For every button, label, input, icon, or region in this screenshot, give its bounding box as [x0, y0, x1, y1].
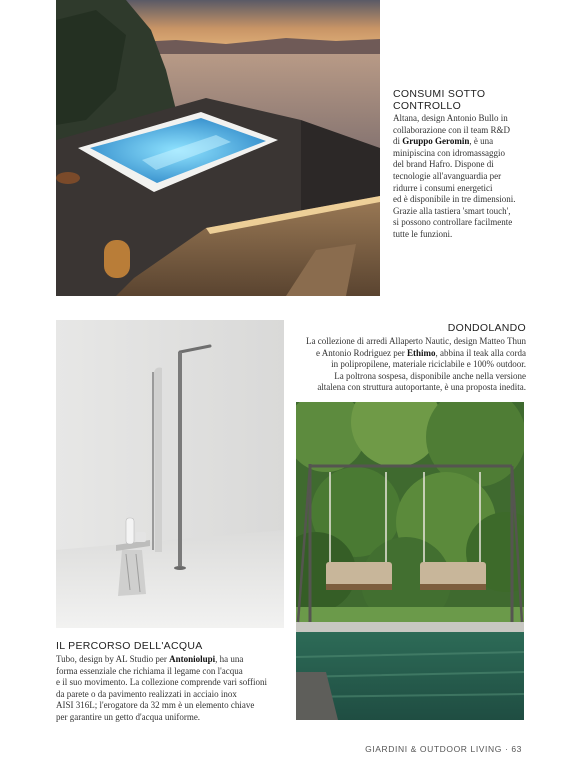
- footer-separator: ·: [504, 744, 509, 754]
- article1-heading: CONSUMI SOTTO CONTROLLO: [393, 88, 486, 112]
- shower-photo: [56, 320, 284, 628]
- page-footer: [365, 744, 522, 754]
- footer-label: GIARDINI & OUTDOOR LIVING: [365, 744, 502, 754]
- article2-heading: DONDOLANDO: [447, 322, 526, 334]
- article1-body: Altana, design Antonio Bullo in collaborazione con il team R&D di Gruppo Geromin, è una minipiscina con idromassaggio del brand Hafro. Dispone di tecnologie all'avanguardia per ridurre i consumi energetici ed è disponibile in tre dimensioni. Grazie alla tastiera 'smart touch', si possono controllare facilmente tutte le funzioni.: [393, 113, 516, 239]
- brand-antoniolupi: Antoniolupi: [169, 654, 216, 664]
- article3-body: Tubo, design by AL Studio per Antoniolupi, ha una forma essenziale che richiama il legame con l'acqua e il suo movimento. La collezione comprende vari soffioni da parete o da pavimento realizzati in acciaio inox AISI 316L; l'erogatore da 32 mm è un elemento chiave per garantire un getto d'acqua uniforme.: [56, 654, 268, 722]
- article3-heading: IL PERCORSO DELL'ACQUA: [56, 640, 203, 652]
- swing-pool-photo: [296, 402, 524, 720]
- hot-tub-photo: [56, 0, 380, 296]
- article2-body: La collezione di arredi Allaperto Nautic, design Matteo Thun e Antonio Rodriguez per Ethimo, abbina il teak alla corda in polipropilene, materiale riciclabile e 100% outdoor. La poltrona sospesa, disponibile anche nella versione altalena con struttura autoportante, è una proposta inedita.: [305, 336, 526, 393]
- page-number: 63: [511, 744, 522, 754]
- brand-gruppo-geromin: Gruppo Geromin: [402, 136, 470, 147]
- brand-ethimo: Ethimo: [407, 347, 436, 358]
